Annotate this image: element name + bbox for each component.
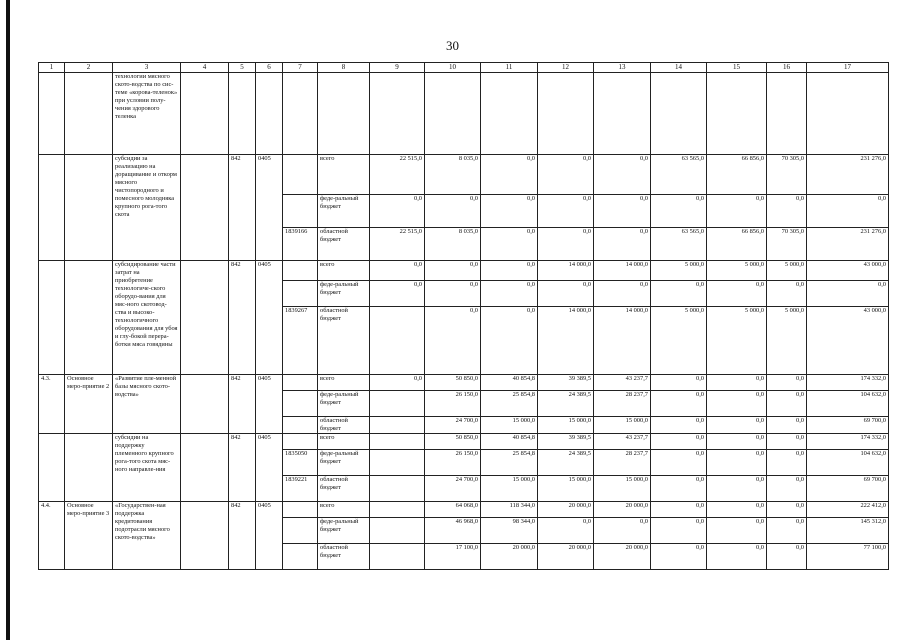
amount-cell: 15 000,0 xyxy=(538,416,594,433)
amount-cell: 0,0 xyxy=(370,194,425,227)
item-number xyxy=(39,260,65,374)
amount-cell: 104 632,0 xyxy=(807,449,889,475)
amount-cell: 104 632,0 xyxy=(807,390,889,416)
amount-cell: 28 237,7 xyxy=(594,449,651,475)
amount-cell: 0,0 xyxy=(767,475,807,501)
amount-cell: 0,0 xyxy=(425,260,481,280)
funding-source: областной бюджет xyxy=(318,475,370,501)
amount-cell: 43 000,0 xyxy=(807,260,889,280)
amount-cell: 0,0 xyxy=(767,194,807,227)
table-row xyxy=(39,260,889,280)
amount-cell: 0,0 xyxy=(481,306,538,374)
amount-cell: 43 237,7 xyxy=(594,374,651,390)
measure-description: «Государствен-ная поддержка кредитования подотрасли мясного ското-водства» xyxy=(113,501,181,569)
amount-cell: 174 332,0 xyxy=(807,433,889,449)
grbs-code: 842 xyxy=(229,433,256,501)
amount-cell: 5 000,0 xyxy=(651,306,707,374)
table-row xyxy=(39,433,889,449)
column-header: 6 xyxy=(256,63,283,73)
measure-description: субсидии за реализацию на доращивание и откорм мясного чистопородного и помесного молодняка крупного рога-того скота xyxy=(113,154,181,260)
grbs-code xyxy=(229,72,256,154)
rzpr-code: 0405 xyxy=(256,154,283,260)
amount-cell: 118 344,0 xyxy=(481,501,538,517)
empty-cell xyxy=(767,72,807,154)
grbs-code: 842 xyxy=(229,154,256,260)
amount-cell: 14 000,0 xyxy=(538,306,594,374)
table-row xyxy=(39,374,889,390)
amount-cell: 0,0 xyxy=(481,260,538,280)
amount-cell: 145 312,0 xyxy=(807,517,889,543)
amount-cell: 69 700,0 xyxy=(807,416,889,433)
amount-cell: 64 068,0 xyxy=(425,501,481,517)
column-header: 12 xyxy=(538,63,594,73)
column-header: 16 xyxy=(767,63,807,73)
event-name: Основное меро-приятие 2 xyxy=(65,374,113,433)
amount-cell: 20 000,0 xyxy=(481,543,538,569)
column-header: 13 xyxy=(594,63,651,73)
column-header: 8 xyxy=(318,63,370,73)
amount-cell: 0,0 xyxy=(651,543,707,569)
event-name xyxy=(65,72,113,154)
event-name xyxy=(65,433,113,501)
target-article-code xyxy=(283,501,318,517)
amount-cell: 0,0 xyxy=(707,390,767,416)
amount-cell: 0,0 xyxy=(651,390,707,416)
amount-cell: 5 000,0 xyxy=(707,306,767,374)
blank-cell xyxy=(181,374,229,433)
funding-source: областной бюджет xyxy=(318,416,370,433)
item-number xyxy=(39,72,65,154)
funding-source: феде-ральный бюджет xyxy=(318,449,370,475)
measure-description: субсидии на поддержку племенного крупного рога-того скота мяс-ного направле-ния xyxy=(113,433,181,501)
amount-cell: 15 000,0 xyxy=(594,475,651,501)
amount-cell: 15 000,0 xyxy=(538,475,594,501)
blank-cell xyxy=(181,501,229,569)
empty-cell xyxy=(707,72,767,154)
amount-cell: 66 856,0 xyxy=(707,154,767,194)
column-header: 10 xyxy=(425,63,481,73)
amount-cell: 0,0 xyxy=(481,280,538,306)
rzpr-code: 0405 xyxy=(256,501,283,569)
amount-cell: 0,0 xyxy=(767,543,807,569)
amount-cell xyxy=(370,449,425,475)
amount-cell: 174 332,0 xyxy=(807,374,889,390)
funding-source: феде-ральный бюджет xyxy=(318,194,370,227)
event-name xyxy=(65,260,113,374)
column-header: 15 xyxy=(707,63,767,73)
amount-cell: 0,0 xyxy=(651,374,707,390)
amount-cell: 20 000,0 xyxy=(538,501,594,517)
amount-cell: 24 700,0 xyxy=(425,475,481,501)
amount-cell: 17 100,0 xyxy=(425,543,481,569)
amount-cell: 0,0 xyxy=(767,374,807,390)
amount-cell xyxy=(370,517,425,543)
column-header: 3 xyxy=(113,63,181,73)
amount-cell: 22 515,0 xyxy=(370,227,425,260)
column-header: 11 xyxy=(481,63,538,73)
amount-cell: 26 150,0 xyxy=(425,390,481,416)
amount-cell xyxy=(370,543,425,569)
column-header: 2 xyxy=(65,63,113,73)
amount-cell: 231 276,0 xyxy=(807,154,889,194)
amount-cell: 0,0 xyxy=(538,194,594,227)
column-header: 7 xyxy=(283,63,318,73)
empty-cell xyxy=(651,72,707,154)
amount-cell: 77 100,0 xyxy=(807,543,889,569)
amount-cell: 0,0 xyxy=(370,374,425,390)
amount-cell: 5 000,0 xyxy=(767,260,807,280)
amount-cell: 5 000,0 xyxy=(707,260,767,280)
item-number xyxy=(39,154,65,260)
amount-cell: 231 276,0 xyxy=(807,227,889,260)
amount-cell: 20 000,0 xyxy=(594,543,651,569)
amount-cell: 0,0 xyxy=(594,154,651,194)
amount-cell: 0,0 xyxy=(651,433,707,449)
target-article-code xyxy=(283,194,318,227)
empty-cell xyxy=(807,72,889,154)
funding-source: областной бюджет xyxy=(318,543,370,569)
amount-cell: 0,0 xyxy=(481,154,538,194)
target-article-code xyxy=(283,280,318,306)
amount-cell: 25 854,8 xyxy=(481,390,538,416)
amount-cell: 0,0 xyxy=(370,280,425,306)
blank-cell xyxy=(181,260,229,374)
amount-cell: 66 856,0 xyxy=(707,227,767,260)
amount-cell xyxy=(370,416,425,433)
amount-cell: 0,0 xyxy=(767,390,807,416)
target-article-code xyxy=(283,433,318,449)
funding-source: всего xyxy=(318,260,370,280)
amount-cell xyxy=(370,433,425,449)
amount-cell: 39 389,5 xyxy=(538,433,594,449)
amount-cell: 5 000,0 xyxy=(767,306,807,374)
amount-cell: 0,0 xyxy=(707,280,767,306)
amount-cell: 25 854,8 xyxy=(481,449,538,475)
amount-cell xyxy=(370,501,425,517)
rzpr-code xyxy=(256,72,283,154)
amount-cell: 0,0 xyxy=(707,475,767,501)
amount-cell: 24 389,5 xyxy=(538,449,594,475)
amount-cell: 63 565,0 xyxy=(651,154,707,194)
amount-cell: 0,0 xyxy=(707,449,767,475)
amount-cell: 14 000,0 xyxy=(594,260,651,280)
amount-cell: 0,0 xyxy=(651,449,707,475)
target-article-code: 1839221 xyxy=(283,475,318,501)
amount-cell: 24 389,5 xyxy=(538,390,594,416)
column-header: 17 xyxy=(807,63,889,73)
funding-source: всего xyxy=(318,374,370,390)
amount-cell: 46 968,0 xyxy=(425,517,481,543)
funding-source: всего xyxy=(318,433,370,449)
item-number xyxy=(39,433,65,501)
amount-cell: 0,0 xyxy=(767,280,807,306)
amount-cell: 0,0 xyxy=(707,433,767,449)
column-header: 4 xyxy=(181,63,229,73)
amount-cell: 0,0 xyxy=(767,433,807,449)
amount-cell: 15 000,0 xyxy=(481,475,538,501)
empty-cell xyxy=(370,72,425,154)
target-article-code xyxy=(283,416,318,433)
empty-cell xyxy=(481,72,538,154)
target-article-code xyxy=(283,374,318,390)
grbs-code: 842 xyxy=(229,374,256,433)
table-row xyxy=(39,72,889,154)
amount-cell: 22 515,0 xyxy=(370,154,425,194)
amount-cell: 0,0 xyxy=(425,306,481,374)
empty-cell xyxy=(594,72,651,154)
target-article-code xyxy=(283,543,318,569)
funding-source: областной бюджет xyxy=(318,227,370,260)
funding-source: феде-ральный бюджет xyxy=(318,517,370,543)
amount-cell: 0,0 xyxy=(707,416,767,433)
column-header: 9 xyxy=(370,63,425,73)
blank-cell xyxy=(181,72,229,154)
amount-cell: 0,0 xyxy=(651,475,707,501)
amount-cell: 0,0 xyxy=(651,517,707,543)
amount-cell: 0,0 xyxy=(767,416,807,433)
amount-cell: 222 412,0 xyxy=(807,501,889,517)
amount-cell: 70 305,0 xyxy=(767,227,807,260)
amount-cell: 98 344,0 xyxy=(481,517,538,543)
amount-cell: 40 854,8 xyxy=(481,374,538,390)
target-article-code: 1835050 xyxy=(283,449,318,475)
amount-cell: 0,0 xyxy=(481,194,538,227)
amount-cell: 15 000,0 xyxy=(481,416,538,433)
amount-cell: 0,0 xyxy=(707,517,767,543)
amount-cell: 0,0 xyxy=(807,280,889,306)
event-name: Основное меро-приятие 3 xyxy=(65,501,113,569)
amount-cell: 26 150,0 xyxy=(425,449,481,475)
table-row xyxy=(39,154,889,194)
measure-description: субсидирование части затрат на приобретение технологиче-ского оборудо-вания для мяс-ного скотовод-ства и высоко-технологичного оборудования для убоя и глу-бокой перера-ботки мяса говядины xyxy=(113,260,181,374)
amount-cell: 43 237,7 xyxy=(594,433,651,449)
column-header: 5 xyxy=(229,63,256,73)
amount-cell: 0,0 xyxy=(594,517,651,543)
empty-cell xyxy=(318,72,370,154)
item-number: 4.3. xyxy=(39,374,65,433)
left-margin-bar xyxy=(6,0,10,640)
target-article-code: 1839166 xyxy=(283,227,318,260)
amount-cell: 28 237,7 xyxy=(594,390,651,416)
target-article-code: 1839267 xyxy=(283,306,318,374)
amount-cell: 0,0 xyxy=(651,416,707,433)
amount-cell: 8 035,0 xyxy=(425,227,481,260)
amount-cell: 0,0 xyxy=(594,194,651,227)
amount-cell: 0,0 xyxy=(767,449,807,475)
amount-cell: 63 565,0 xyxy=(651,227,707,260)
amount-cell: 0,0 xyxy=(707,501,767,517)
measure-description: технологии мясного ското-водства по сис-теме «корова-теленок» при условии полу-чения здорового теленка xyxy=(113,72,181,154)
measure-description: «Развитие пле-менной базы мясного ското-водства» xyxy=(113,374,181,433)
amount-cell: 0,0 xyxy=(651,280,707,306)
amount-cell: 0,0 xyxy=(707,374,767,390)
amount-cell: 0,0 xyxy=(370,260,425,280)
amount-cell: 8 035,0 xyxy=(425,154,481,194)
amount-cell: 0,0 xyxy=(538,154,594,194)
target-article-code xyxy=(283,154,318,194)
amount-cell: 69 700,0 xyxy=(807,475,889,501)
amount-cell xyxy=(370,390,425,416)
funding-source: всего xyxy=(318,501,370,517)
amount-cell: 20 000,0 xyxy=(594,501,651,517)
amount-cell: 0,0 xyxy=(767,517,807,543)
funding-source: феде-ральный бюджет xyxy=(318,280,370,306)
blank-cell xyxy=(181,433,229,501)
column-header: 14 xyxy=(651,63,707,73)
amount-cell: 0,0 xyxy=(807,194,889,227)
blank-cell xyxy=(181,154,229,260)
item-number: 4.4. xyxy=(39,501,65,569)
budget-table xyxy=(38,62,889,570)
amount-cell: 50 850,0 xyxy=(425,433,481,449)
page-number: 30 xyxy=(446,38,459,53)
event-name xyxy=(65,154,113,260)
funding-source: всего xyxy=(318,154,370,194)
amount-cell: 0,0 xyxy=(651,501,707,517)
target-article-code xyxy=(283,517,318,543)
empty-cell xyxy=(283,72,318,154)
amount-cell: 70 305,0 xyxy=(767,154,807,194)
amount-cell xyxy=(370,475,425,501)
grbs-code: 842 xyxy=(229,260,256,374)
amount-cell: 39 389,5 xyxy=(538,374,594,390)
amount-cell: 14 000,0 xyxy=(594,306,651,374)
amount-cell: 0,0 xyxy=(425,280,481,306)
amount-cell: 0,0 xyxy=(594,227,651,260)
amount-cell: 0,0 xyxy=(651,194,707,227)
grbs-code: 842 xyxy=(229,501,256,569)
amount-cell: 14 000,0 xyxy=(538,260,594,280)
empty-cell xyxy=(425,72,481,154)
amount-cell: 15 000,0 xyxy=(594,416,651,433)
column-header: 1 xyxy=(39,63,65,73)
amount-cell xyxy=(370,306,425,374)
amount-cell: 0,0 xyxy=(425,194,481,227)
amount-cell: 20 000,0 xyxy=(538,543,594,569)
funding-source: областной бюджет xyxy=(318,306,370,374)
rzpr-code: 0405 xyxy=(256,260,283,374)
target-article-code xyxy=(283,260,318,280)
amount-cell: 0,0 xyxy=(538,227,594,260)
amount-cell: 0,0 xyxy=(538,280,594,306)
amount-cell: 50 850,0 xyxy=(425,374,481,390)
funding-source: феде-ральный бюджет xyxy=(318,390,370,416)
amount-cell: 0,0 xyxy=(767,501,807,517)
empty-cell xyxy=(538,72,594,154)
amount-cell: 43 000,0 xyxy=(807,306,889,374)
amount-cell: 0,0 xyxy=(707,194,767,227)
amount-cell: 0,0 xyxy=(594,280,651,306)
table-row xyxy=(39,501,889,517)
amount-cell: 0,0 xyxy=(481,227,538,260)
rzpr-code: 0405 xyxy=(256,433,283,501)
amount-cell: 0,0 xyxy=(538,517,594,543)
rzpr-code: 0405 xyxy=(256,374,283,433)
amount-cell: 5 000,0 xyxy=(651,260,707,280)
header-row xyxy=(39,63,889,73)
amount-cell: 0,0 xyxy=(707,543,767,569)
amount-cell: 40 854,8 xyxy=(481,433,538,449)
amount-cell: 24 700,0 xyxy=(425,416,481,433)
target-article-code xyxy=(283,390,318,416)
